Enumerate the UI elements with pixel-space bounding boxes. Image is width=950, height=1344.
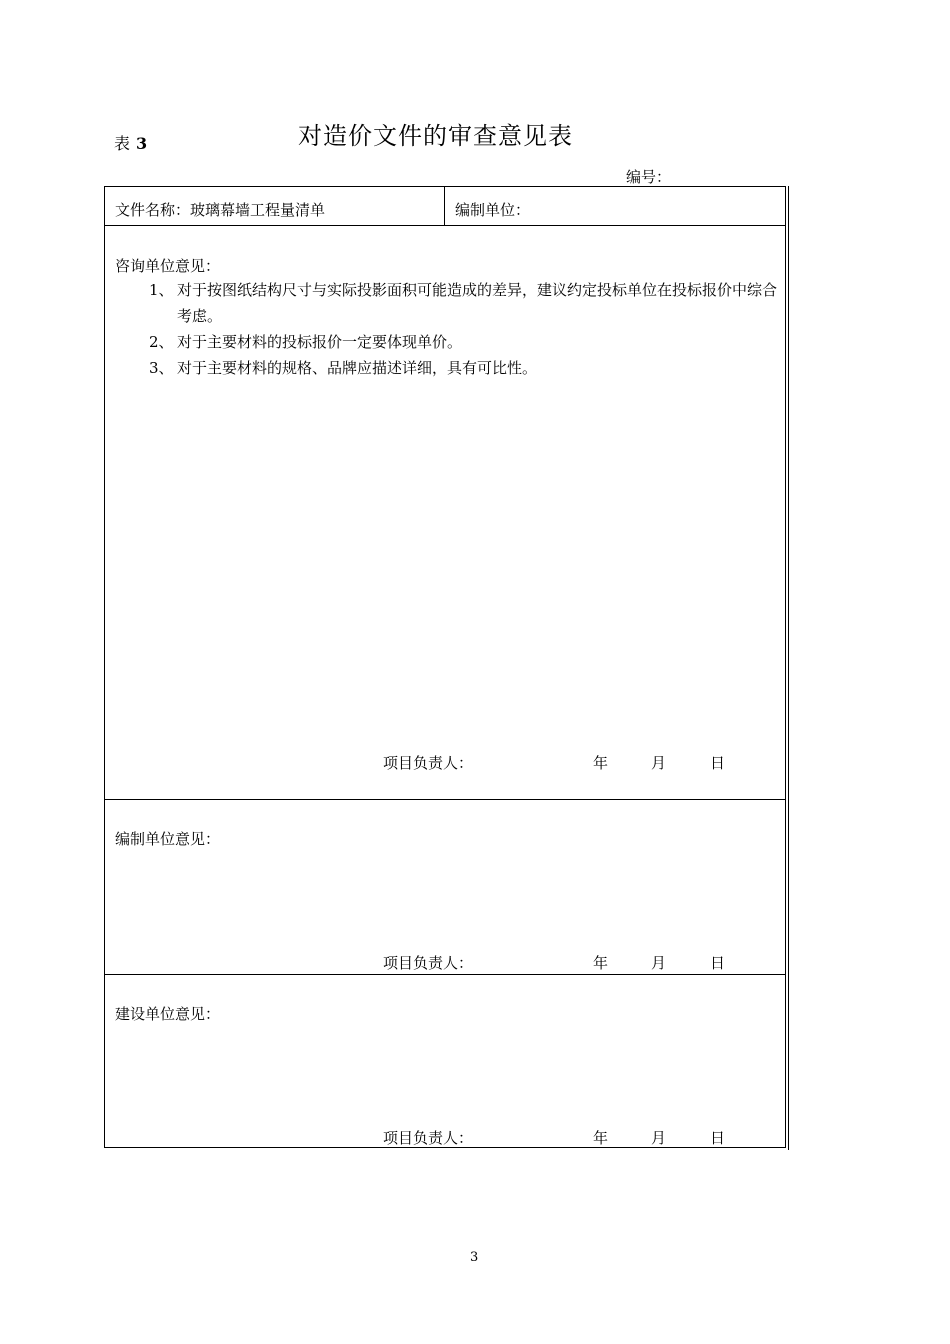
page-number: 3 <box>470 1250 479 1265</box>
list-item <box>149 355 777 381</box>
list-item <box>149 329 777 355</box>
project-leader-label: 项目负责人： <box>383 954 474 972</box>
row-divider-vertical <box>444 187 445 225</box>
year-label: 年 <box>593 954 609 972</box>
month-label: 月 <box>651 1129 667 1147</box>
compiler-unit-cell: 编制单位： <box>455 201 531 219</box>
project-leader-label: 项目负责人： <box>383 754 474 772</box>
project-leader-label: 项目负责人： <box>383 1129 474 1147</box>
month-label: 月 <box>651 754 667 772</box>
day-label: 日 <box>710 1129 726 1147</box>
row-divider <box>105 225 785 226</box>
consulting-opinion-heading: 咨询单位意见： <box>115 257 221 275</box>
consulting-opinion-list <box>149 277 777 381</box>
table-number: 3 <box>136 134 148 153</box>
owner-opinion-heading: 建设单位意见： <box>115 1005 221 1023</box>
list-item <box>149 277 777 329</box>
month-label: 月 <box>651 954 667 972</box>
page-title: 对造价文件的审查意见表 <box>298 122 573 150</box>
compiler-opinion-heading: 编制单位意见： <box>115 830 221 848</box>
year-label: 年 <box>593 754 609 772</box>
list-item-text: 对于主要材料的规格、品牌应描述详细，具有可比性。 <box>177 359 538 377</box>
table-label <box>114 131 147 154</box>
list-item-text: 对于主要材料的投标报价一定要体现单价。 <box>177 333 463 351</box>
review-form-table <box>104 186 786 1148</box>
table-right-border <box>788 186 789 1150</box>
year-label: 年 <box>593 1129 609 1147</box>
section-divider <box>105 974 785 975</box>
list-item-index: 1、 <box>149 281 174 299</box>
day-label: 日 <box>710 754 726 772</box>
list-item-index: 3、 <box>149 359 174 377</box>
section-divider <box>105 799 785 800</box>
list-item-index: 2、 <box>149 333 174 351</box>
list-item-text: 对于按图纸结构尺寸与实际投影面积可能造成的差异，建议约定投标单位在投标报价中综合考虑。 <box>177 281 778 325</box>
day-label: 日 <box>710 954 726 972</box>
serial-number-label: 编号： <box>626 168 672 186</box>
table-label-text: 表 <box>114 134 131 153</box>
file-name-cell: 文件名称：玻璃幕墙工程量清单 <box>115 201 326 219</box>
